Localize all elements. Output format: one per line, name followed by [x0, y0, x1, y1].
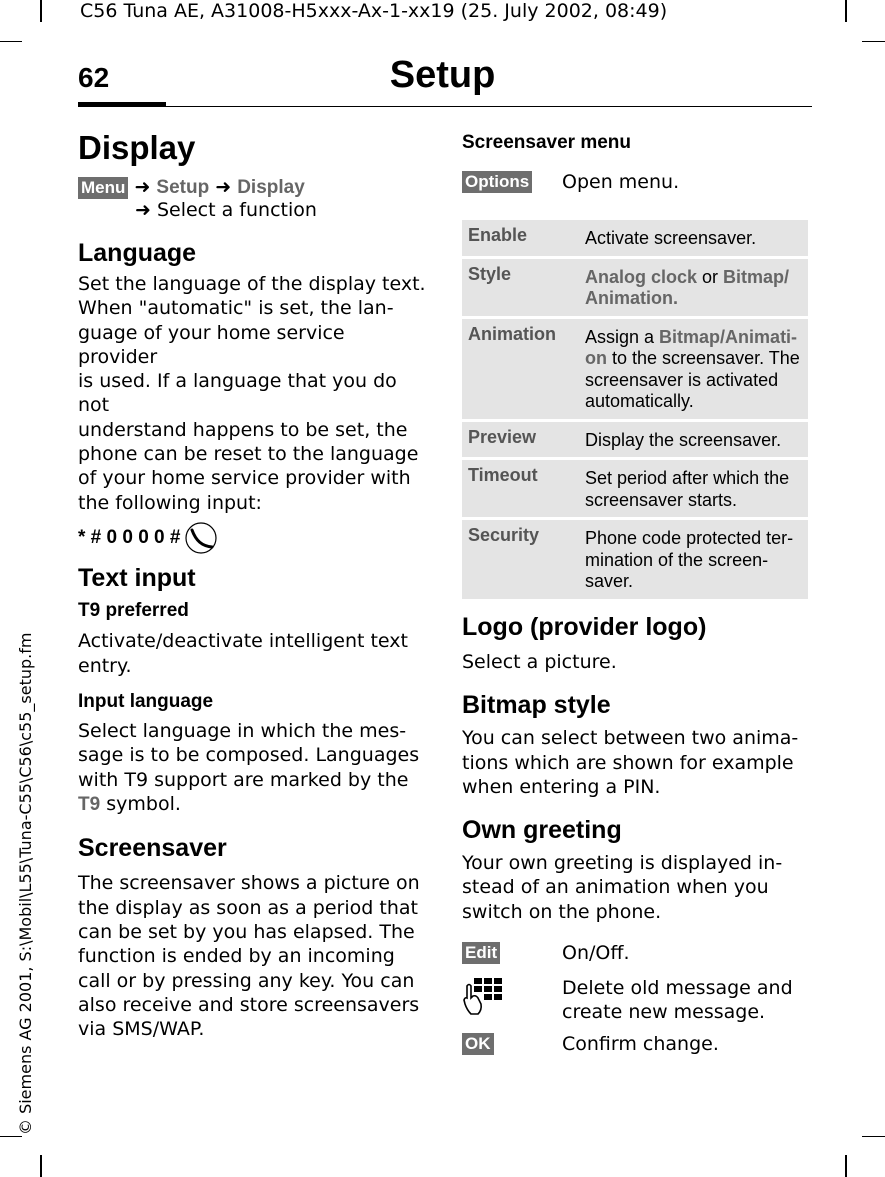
edit-key[interactable]: Edit: [462, 942, 500, 964]
text-line: Set the language of the display text.: [78, 273, 426, 295]
left-column: [78, 128, 428, 1041]
page-title: Setup: [389, 54, 496, 96]
text-line: Activate/deactivate intelligent text: [78, 630, 408, 653]
hl-text: on: [585, 348, 607, 368]
arrow-icon: ➜: [215, 176, 232, 198]
nav-setup: Setup: [156, 177, 210, 198]
text-line: When "automatic" is set, the lan-: [78, 297, 394, 320]
nav-select-text: Select a function: [156, 199, 317, 221]
text-line: when entering a PIN.: [462, 775, 661, 798]
call-key-icon: [182, 521, 220, 555]
option-key: Timeout: [462, 460, 579, 517]
screensaver-title: Screensaver: [78, 834, 227, 863]
option-desc: [579, 220, 808, 256]
edit-key-row: [462, 942, 500, 964]
screensaver-text: [78, 871, 428, 1041]
greeting-text: [462, 851, 812, 924]
option-desc-line: screensaver starts.: [585, 489, 738, 510]
table-row[interactable]: [462, 259, 808, 316]
hl-text: Animation.: [585, 288, 678, 308]
header-rule-thin: [78, 106, 812, 107]
nav-select: [78, 199, 428, 222]
ok-text: Confirm change.: [562, 1033, 719, 1055]
t9-title: T9 preferred: [78, 599, 189, 621]
text-line: the display as soon as a period that: [78, 896, 418, 919]
option-desc-line: mination of the screen-: [585, 549, 769, 570]
crop-mark: [862, 1136, 885, 1137]
table-row[interactable]: [462, 220, 808, 256]
option-key: Style: [462, 259, 579, 316]
option-desc: [579, 319, 808, 419]
table-row[interactable]: [462, 319, 808, 419]
plain-text: Assign a: [585, 326, 660, 347]
display-title: Display: [78, 129, 196, 166]
table-row[interactable]: [462, 520, 808, 599]
text-line: [78, 792, 428, 817]
crop-mark: [845, 1155, 847, 1177]
hl-text: Bitmap/Animati-: [659, 326, 798, 347]
text-line: switch on the phone.: [462, 900, 662, 923]
options-key[interactable]: Options: [462, 171, 532, 193]
crop-mark: [0, 1136, 22, 1137]
option-key: Preview: [462, 422, 579, 458]
language-title: Language: [78, 239, 197, 267]
plain-text: automatically.: [585, 391, 694, 411]
nav-display: Display: [237, 177, 305, 198]
hl-text: Analog clock: [585, 266, 698, 287]
text-line: sage is to be composed. Languages: [78, 744, 420, 767]
doc-info: C56 Tuna AE, A31008-H5xxx-Ax-1-xx19 (25. July 2002, 08:49): [80, 0, 668, 22]
text-line: The screensaver shows a picture on: [78, 872, 420, 895]
greeting-title: Own greeting: [462, 816, 622, 845]
text-line: guage of your home service provider: [78, 321, 345, 368]
language-text: [78, 272, 428, 515]
arrow-icon: ➜: [135, 199, 151, 221]
option-key: Security: [462, 520, 579, 599]
t9-label: T9: [78, 794, 101, 816]
crop-mark: [40, 1155, 42, 1177]
text-line: with T9 support are marked by the: [78, 768, 409, 791]
option-key: Animation: [462, 319, 579, 419]
option-desc-line: Set period after which the: [585, 468, 790, 488]
option-desc: [579, 520, 808, 599]
hl-text: Bitmap/: [723, 266, 790, 287]
text-line: function is ended by an incoming: [78, 945, 395, 968]
text-line: Delete old message and: [562, 977, 793, 999]
text-line: stead of an animation when you: [462, 876, 769, 899]
option-desc: [579, 422, 808, 458]
table-row[interactable]: [462, 460, 808, 517]
crop-mark: [845, 0, 847, 22]
delete-text: [562, 976, 793, 1025]
text-input-title: Text input: [78, 563, 196, 592]
arrow-icon: ➜: [134, 176, 151, 198]
option-desc-line: Activate screensaver.: [585, 228, 757, 248]
text-line: can be set by you has elapsed. The: [78, 920, 415, 943]
text-line: is used. If a language that you do not: [78, 370, 397, 417]
text-line: Select language in which the mes-: [78, 720, 407, 743]
text-line: Your own greeting is displayed in-: [462, 852, 783, 875]
screensaver-menu-title: Screensaver menu: [462, 132, 631, 153]
page-number: 62: [78, 62, 110, 93]
edit-text: On/Off.: [562, 942, 630, 964]
option-desc: [579, 259, 808, 316]
text-line: the following input:: [78, 491, 262, 514]
text-line: via SMS/WAP.: [78, 1018, 205, 1041]
reset-code-row: [78, 523, 428, 553]
ok-key[interactable]: OK: [462, 1033, 494, 1055]
right-column: [462, 612, 812, 924]
text-line: of your home service provider with: [78, 467, 411, 490]
text-line: phone can be reset to the language: [78, 443, 419, 466]
option-desc-line: saver.: [585, 571, 634, 591]
input-language-text: [78, 719, 428, 817]
text-line: entry.: [78, 654, 132, 677]
option-key: Enable: [462, 220, 579, 256]
bitmap-text: [462, 726, 812, 799]
table-row[interactable]: [462, 422, 808, 458]
option-desc-line: Display the screensaver.: [585, 429, 782, 450]
option-desc: [579, 460, 808, 517]
menu-key[interactable]: Menu: [78, 177, 128, 199]
text-line: tions which are shown for example: [462, 751, 794, 774]
keypad-icon: [462, 976, 504, 1018]
plain-text: to the screensaver. The: [607, 348, 800, 368]
symbol-text: symbol.: [100, 793, 181, 816]
bitmap-title: Bitmap style: [462, 691, 611, 720]
crop-mark: [0, 41, 22, 42]
ok-key-row: [462, 1033, 494, 1055]
nav-path: [78, 176, 428, 199]
logo-title: Logo (provider logo): [462, 613, 707, 641]
crop-mark: [40, 0, 42, 22]
input-language-title: Input language: [78, 690, 214, 712]
crop-mark: [862, 41, 885, 42]
text-line: create new message.: [562, 1001, 766, 1024]
plain-text: or: [697, 266, 724, 287]
side-footer: © Siemens AG 2001, S:\Mobil\L55\Tuna-C55\C56\c55_setup.fm: [16, 632, 35, 1135]
options-key: [462, 171, 532, 193]
logo-text: Select a picture.: [462, 651, 617, 673]
option-desc-line: Phone code protected ter-: [585, 528, 794, 548]
reset-code: * # 0 0 0 0 #: [78, 526, 181, 548]
t9-text: [78, 629, 428, 678]
plain-text: screensaver is activated: [585, 369, 779, 390]
text-line: call or by pressing any key. You can: [78, 969, 415, 992]
text-line: also receive and store screensavers: [78, 993, 420, 1016]
screensaver-options-table: [462, 217, 808, 602]
text-line: You can select between two anima-: [462, 727, 799, 750]
text-line: understand happens to be set, the: [78, 418, 408, 441]
options-text: Open menu.: [562, 171, 680, 193]
